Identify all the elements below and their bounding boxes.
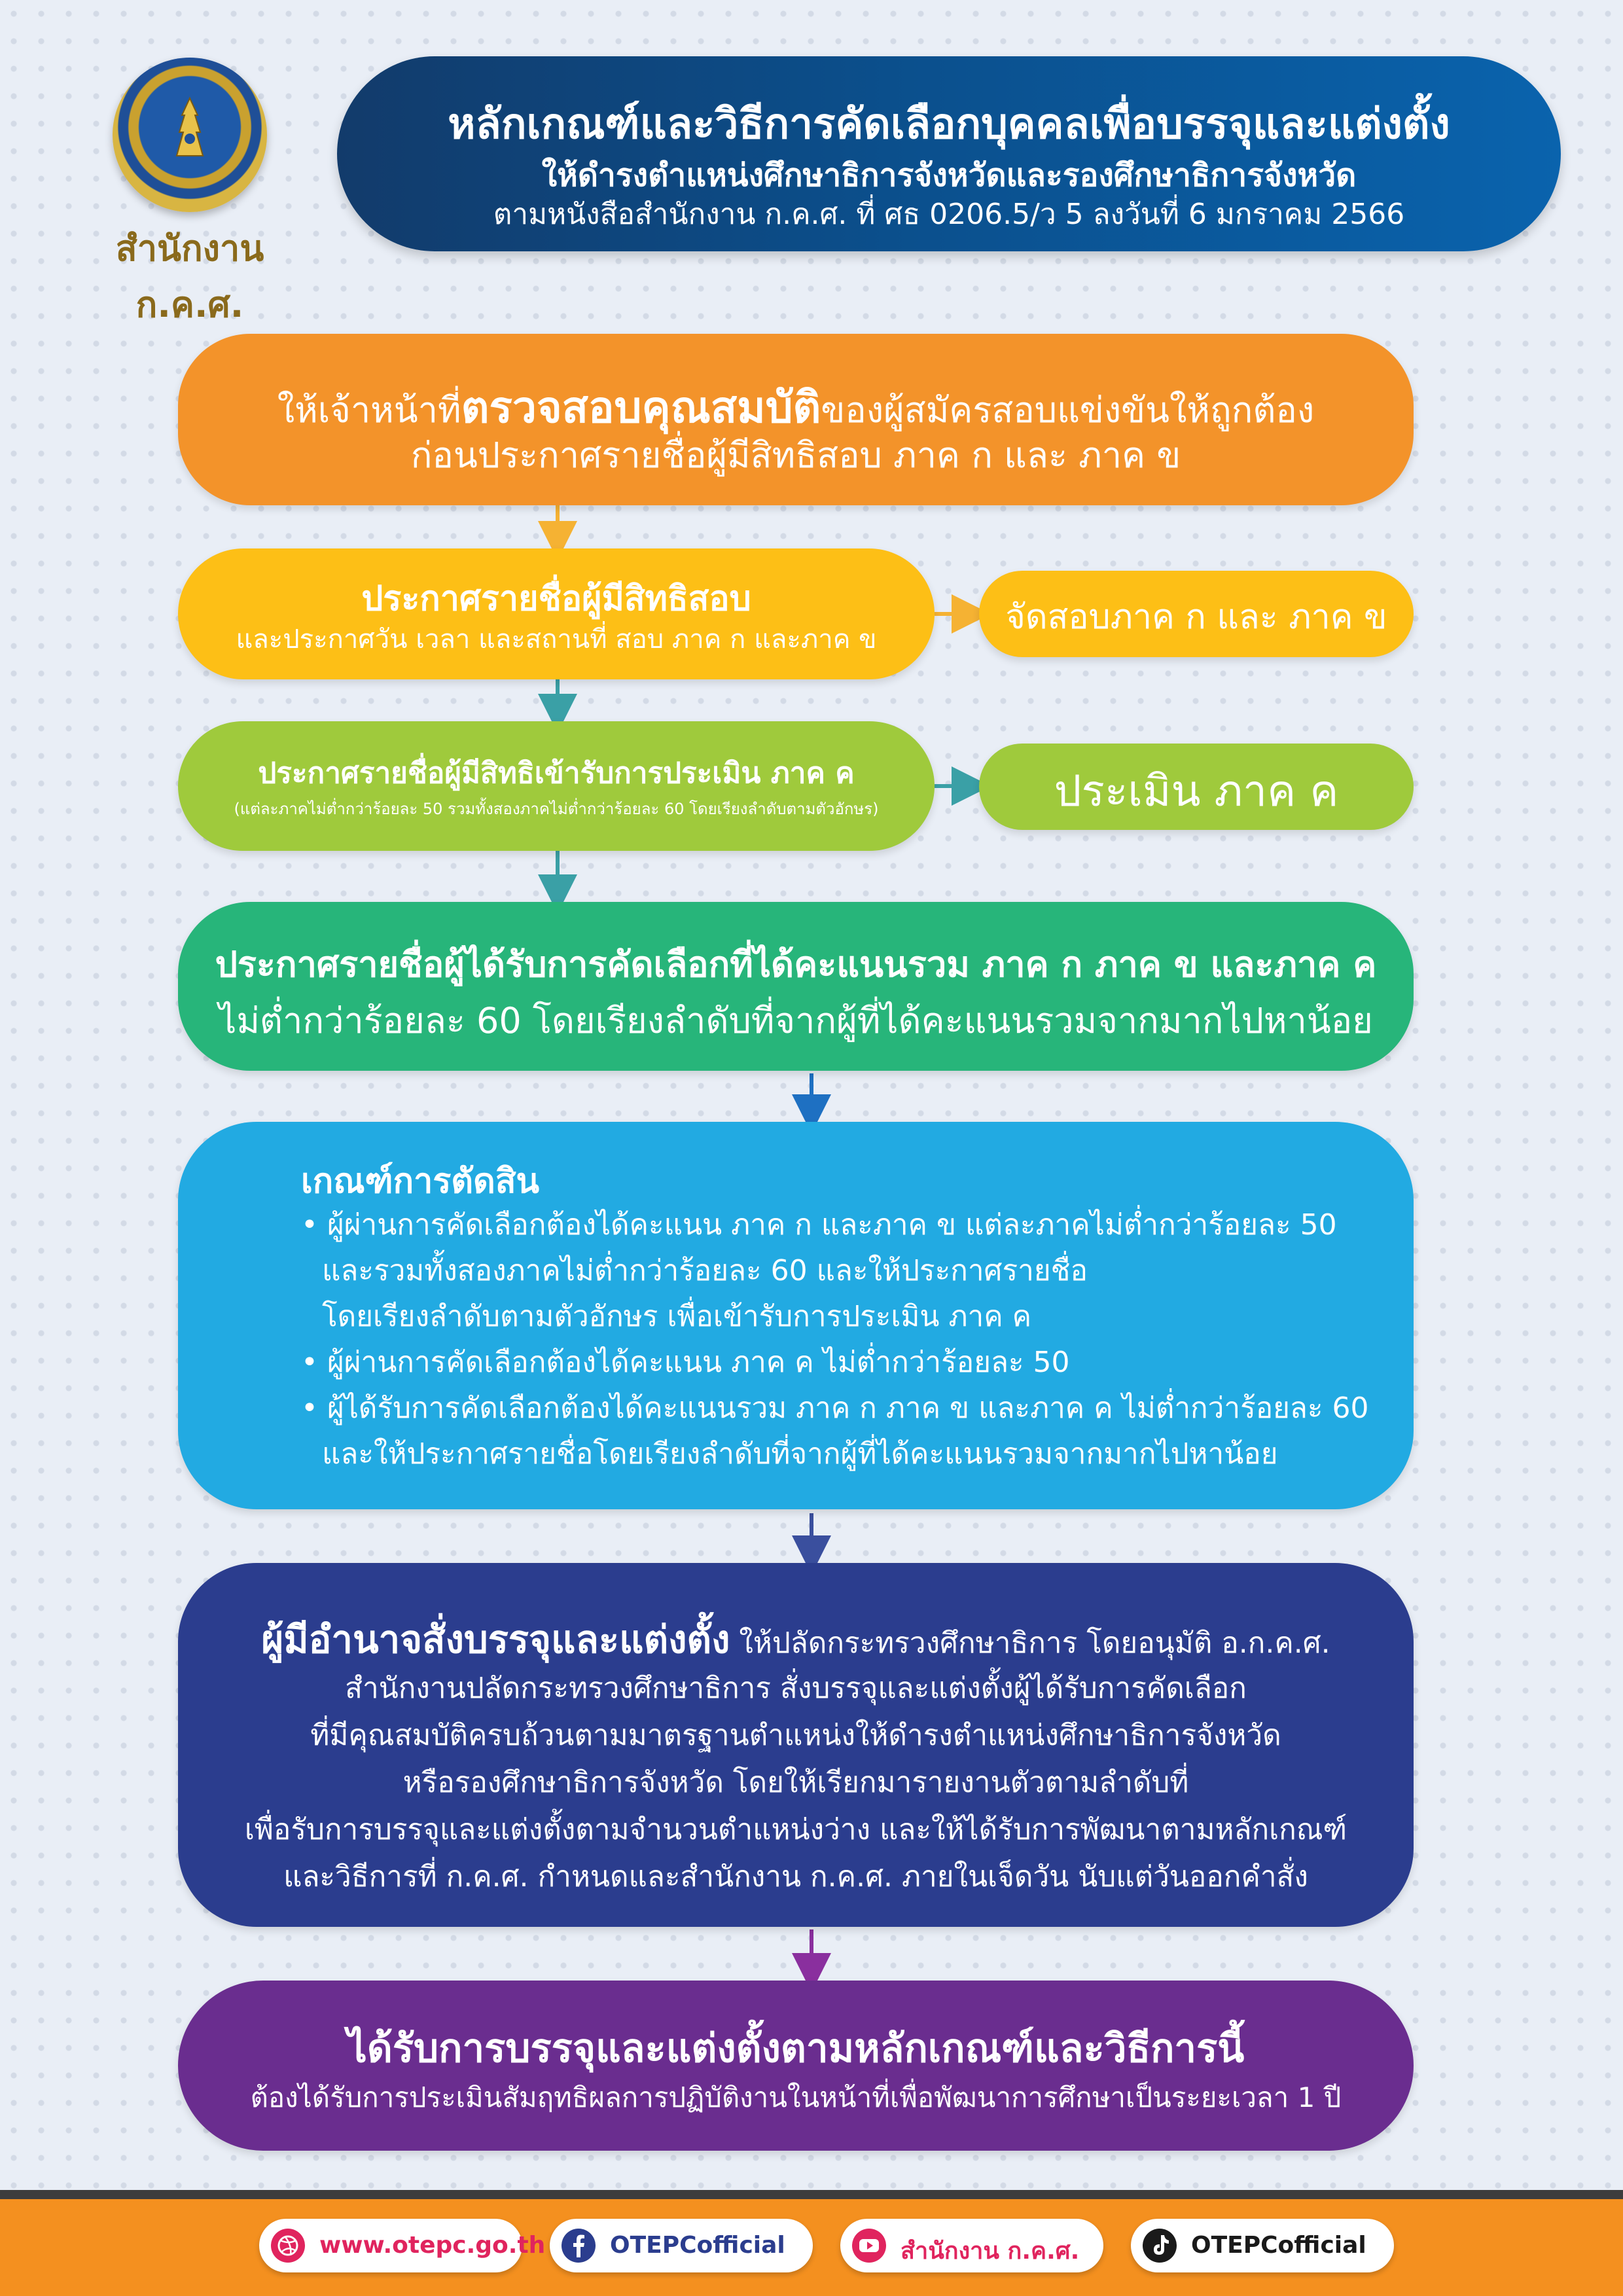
criteria-title: เกณฑ์การตัดสิน — [301, 1162, 540, 1201]
authority-bold: ผู้มีอำนาจสั่งบรรจุและแต่งตั้ง — [261, 1617, 730, 1662]
assess-c-label: ประเมิน ภาค ค — [1054, 766, 1339, 816]
authority-line2: สำนักงานปลัดกระทรวงศึกษาธิการ สั่งบรรจุและแต่งตั้งผู้ได้รับการคัดเลือก — [345, 1672, 1247, 1705]
criteria-bullet-1: • ผู้ผ่านการคัดเลือกต้องได้คะแนน ภาค ก และภาค ข แต่ละภาคไม่ต่ำกว่าร้อยละ 50 — [301, 1208, 1337, 1242]
criteria-bullet-2: • ผู้ผ่านการคัดเลือกต้องได้คะแนน ภาค ค ไม่ต่ำกว่าร้อยละ 50 — [301, 1346, 1070, 1379]
authority-line6: และวิธีการที่ ก.ค.ศ. กำหนดและสำนักงาน ก.ค.ศ. ภายในเจ็ดวัน นับแต่วันออกคำสั่ง — [283, 1860, 1308, 1893]
tiktok-icon — [1141, 2227, 1178, 2264]
announce-assess-title: ประกาศรายชื่อผู้มีสิทธิเข้ารับการประเมิน ภาค ค — [258, 757, 855, 790]
youtube-icon — [851, 2227, 887, 2264]
criteria-bullet-1-cont2: โดยเรียงลำดับตามตัวอักษร เพื่อเข้ารับการประเมิน ภาค ค — [322, 1300, 1032, 1333]
criteria-bullet-1-cont1: และรวมทั้งสองภาคไม่ต่ำกว่าร้อยละ 60 และให้ประกาศรายชื่อ — [322, 1254, 1088, 1287]
final-title: ได้รับการบรรจุและแต่งตั้งตามหลักเกณฑ์และวิธีการนี้ — [347, 2026, 1245, 2072]
authority-line3: ที่มีคุณสมบัติครบถ้วนตามมาตรฐานตำแหน่งให้ดำรงตำแหน่งศึกษาธิการจังหวัด — [310, 1719, 1281, 1752]
authority-line4: หรือรองศึกษาธิการจังหวัด โดยให้เรียกมารายงานตัวตามลำดับที่ — [402, 1766, 1189, 1799]
tiktok-link[interactable] — [1131, 2219, 1394, 2272]
announce-assess-subtitle: (แต่ละภาคไม่ต่ำกว่าร้อยละ 50 รวมทั้งสองภาคไม่ต่ำกว่าร้อยละ 60 โดยเรียงลำดับตามตัวอักษร) — [234, 800, 879, 818]
facebook-label: OTEPCofficial — [610, 2232, 785, 2259]
check-line1-bold: ตรวจสอบคุณสมบัติ — [461, 382, 821, 433]
website-label: www.otepc.go.th — [319, 2232, 546, 2259]
facebook-link[interactable] — [550, 2219, 813, 2272]
authority-line5: เพื่อรับการบรรจุและแต่งตั้งตามจำนวนตำแหน่งว่าง และให้ได้รับการพัฒนาตามหลักเกณฑ์ — [244, 1813, 1347, 1846]
authority-line1: ผู้มีอำนาจสั่งบรรจุและแต่งตั้ง ให้ปลัดกระทรวงศึกษาธิการ โดยอนุมัติ อ.ก.ค.ศ. — [261, 1617, 1330, 1662]
youtube-link[interactable] — [840, 2219, 1103, 2272]
check-line2: ก่อนประกาศรายชื่อผู้มีสิทธิสอบ ภาค ก และ ภาค ข — [410, 435, 1181, 476]
check-line1: ให้เจ้าหน้าที่ตรวจสอบคุณสมบัติของผู้สมัครสอบแข่งขันให้ถูกต้อง — [277, 382, 1315, 433]
announce-selected-line2: ไม่ต่ำกว่าร้อยละ 60 โดยเรียงลำดับที่จากผู้ที่ได้คะแนนรวมจากมากไปหาน้อย — [219, 1000, 1373, 1041]
page-subtitle: ให้ดำรงตำแหน่งศึกษาธิการจังหวัดและรองศึกษาธิการจังหวัด — [541, 157, 1357, 194]
announce-exam-subtitle: และประกาศวัน เวลา และสถานที่ สอบ ภาค ก และภาค ข — [236, 624, 877, 655]
announce-selected-line1: ประกาศรายชื่อผู้ได้รับการคัดเลือกที่ได้คะแนนรวม ภาค ก ภาค ข และภาค ค — [215, 944, 1377, 985]
criteria-bullet-3: • ผู้ได้รับการคัดเลือกต้องได้คะแนนรวม ภาค ก ภาค ข และภาค ค ไม่ต่ำกว่าร้อยละ 60 — [301, 1391, 1369, 1425]
website-link[interactable] — [259, 2219, 546, 2272]
office-name: สำนักงาน ก.ค.ศ. — [115, 228, 264, 325]
final-subtitle: ต้องได้รับการประเมินสัมฤทธิผลการปฏิบัติงานในหน้าที่เพื่อพัฒนาการศึกษาเป็นระยะเวลา 1 ปี — [250, 2081, 1342, 2113]
criteria-bullet-3-cont: และให้ประกาศรายชื่อโดยเรียงลำดับที่จากผู้ที่ได้คะแนนรวมจากมากไปหาน้อย — [322, 1437, 1278, 1471]
page-title: หลักเกณฑ์และวิธีการคัดเลือกบุคคลเพื่อบรรจุและแต่งตั้ง — [448, 100, 1450, 149]
facebook-icon — [560, 2227, 597, 2264]
announce-exam-title: ประกาศรายชื่อผู้มีสิทธิสอบ — [361, 579, 751, 619]
exam-ab-label: จัดสอบภาค ก และ ภาค ข — [1005, 598, 1387, 637]
youtube-label: สำนักงาน ก.ค.ศ. — [901, 2238, 1080, 2265]
dribbble-icon — [270, 2227, 306, 2264]
tiktok-label: OTEPCofficial — [1191, 2232, 1366, 2259]
footer-divider — [0, 2190, 1623, 2199]
reference-line: ตามหนังสือสำนักงาน ก.ค.ศ. ที่ ศธ 0206.5/ว 5 ลงวันที่ 6 มกราคม 2566 — [493, 198, 1405, 231]
